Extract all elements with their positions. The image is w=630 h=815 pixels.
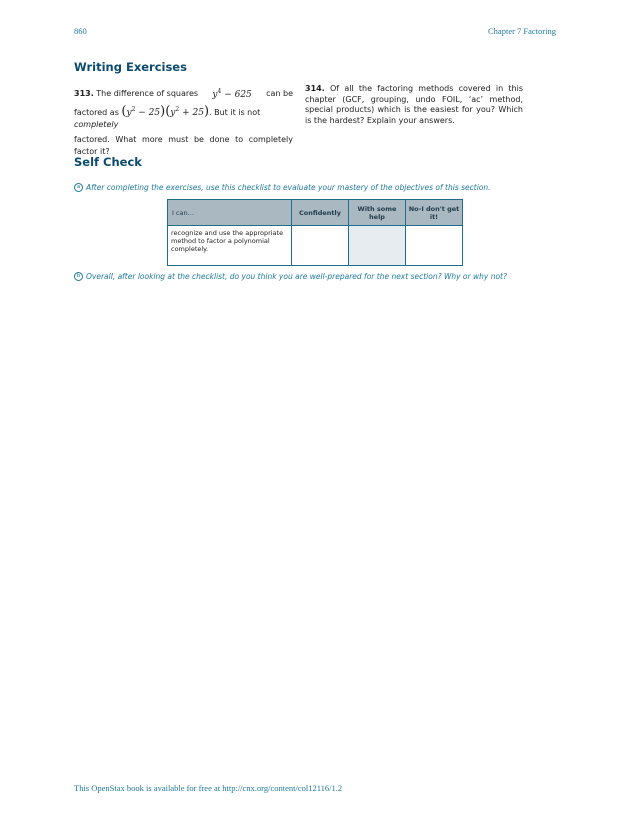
checkbox-cell-with-some-help[interactable] [349,226,406,266]
checkbox-cell-dont-get-it[interactable] [406,226,463,266]
math-factorization: $(y^2 - 25)(y^2 + 25)$ [121,104,210,119]
exercise-text: The difference of squares [96,88,199,98]
footer-text: This OpenStax book is available for free at http://cnx.org/content/col12116/1.2 [74,783,343,793]
self-check-table [167,199,463,266]
exercise-text: . But it is not [209,108,261,117]
prompt-text: Overall, after looking at the checklist, do you think you are well-prepared for the next section? Why or why not? [86,272,507,281]
self-check-heading: Self Check [74,155,142,169]
exercise-text: factored. What more must be done to completely factor it? [74,135,293,156]
table-header: No-I don't get it! [406,200,463,226]
table-header-row [168,200,463,226]
table-header: I can… [168,200,292,226]
skill-cell: recognize and use the appropriate method to factor a polynomial completely. [168,226,292,266]
exercise-text: factored as [74,108,119,117]
exercise-314 [305,84,523,126]
exercise-text: can be [266,88,293,98]
exercise-number: 313. [74,88,94,98]
page-number: 860 [74,26,87,36]
self-check-prompt-a [74,183,491,192]
table-header: Confidently [292,200,349,226]
table-header: With some help [349,200,406,226]
self-check-prompt-b [74,272,507,281]
prompt-text: After completing the exercises, use this checklist to evaluate your mastery of the objectives of this section. [86,183,491,192]
circled-letter-b: b [74,272,83,281]
exercise-text: Of all the factoring methods covered in this chapter (GCF, grouping, undo FOIL, ‘ac’ method, special products) which is the easiest for you? Which is the hardest? Explain your answers. [305,84,523,125]
checkbox-cell-confidently[interactable] [292,226,349,266]
writing-exercises-heading: Writing Exercises [74,60,187,74]
exercise-number: 314. [305,84,325,93]
circled-letter-a: a [74,183,83,192]
math-expression: $y^4 - 625$ [212,88,252,100]
table-row [168,226,463,266]
emphasis-text: completely [74,120,119,129]
chapter-title: Chapter 7 Factoring [488,26,556,36]
exercise-313 [74,86,293,158]
